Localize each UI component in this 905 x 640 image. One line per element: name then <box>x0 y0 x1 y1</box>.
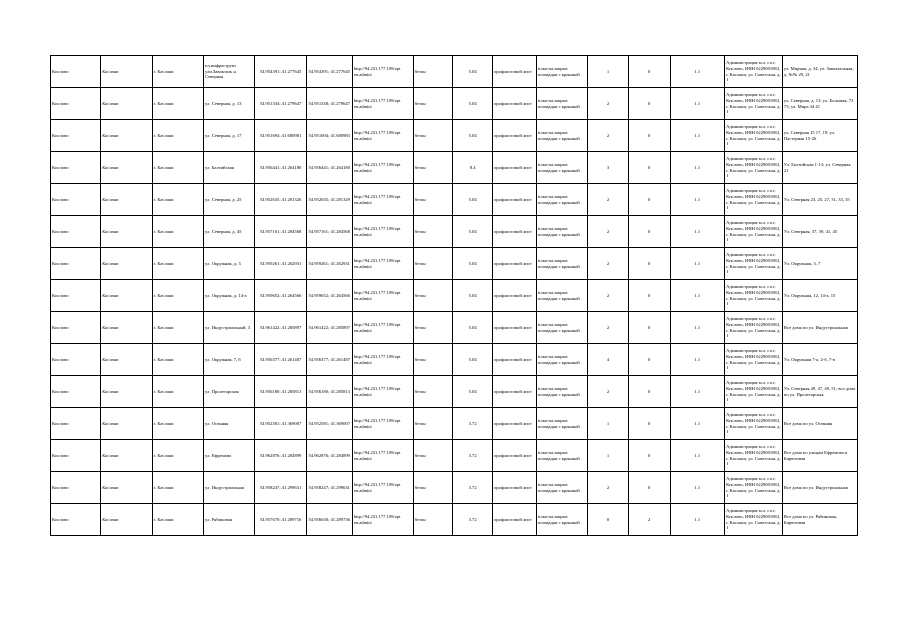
city-cell: г. Каслаки <box>152 120 203 152</box>
bunker-count-cell: 0 <box>628 280 670 312</box>
container-count-cell: 0 <box>588 504 629 536</box>
served-addresses-cell: Все дома по ул. Осенняя <box>782 408 857 440</box>
district-cell: Каслаки <box>101 88 152 120</box>
city-cell: г. Каслаки <box>152 152 203 184</box>
surface-cell: бетон <box>413 88 453 120</box>
address-cell: ул. Окружная, 7, 6 <box>204 344 255 376</box>
container-count-cell: 3 <box>588 152 629 184</box>
address-cell: ул. Ефремова <box>204 440 255 472</box>
area-cell: 3.72 <box>453 440 493 472</box>
link-cell: http://94.231.177.109/opt en.admin/ <box>352 152 413 184</box>
longitude-cell: 54.954391; 41.277645 <box>306 56 352 88</box>
bunker-count-cell: 0 <box>628 88 670 120</box>
longitude-cell: 54.959652; 41.264566 <box>306 280 352 312</box>
container-count-cell: 1 <box>588 56 629 88</box>
site-type-cell: в.мастм.закрыт. площадки с крышкой <box>536 504 587 536</box>
area-cell: 5.04 <box>453 376 493 408</box>
city-cell: г. Каслаки <box>152 280 203 312</box>
owner-cell: Администрация м.о. г.о.г. Кислово, ИНН 0229001863, г. Каслаки, ул. Советская, д. 1 <box>725 88 783 120</box>
site-type-cell: в.мастм.закрыт. площадки с крышкой <box>536 248 587 280</box>
latitude-cell: 54.957670; 41.289716 <box>255 504 306 536</box>
owner-cell: Администрация м.о. г.о.г. Кислово, ИНН 0229001863, г. Каслаки, ул. Советская, д. 1 <box>725 408 783 440</box>
longitude-cell: 54.956377; 41.261487 <box>306 344 352 376</box>
served-addresses-cell: Ул. Окружная, 12, 14-а, 15 <box>782 280 857 312</box>
bunker-count-cell: 0 <box>628 248 670 280</box>
fence-cell: профлистовой лист <box>492 312 536 344</box>
city-cell: г. Каслаки <box>152 376 203 408</box>
table-row <box>51 152 858 184</box>
longitude-cell: 54.956441; 41.264180 <box>306 152 352 184</box>
link-cell: http://94.231.177.109/opt en.admin/ <box>352 472 413 504</box>
district-cell: Каслаки <box>101 152 152 184</box>
link-cell: http://94.231.177.109/opt en.admin/ <box>352 216 413 248</box>
bunker-count-cell: 0 <box>628 312 670 344</box>
container-count-cell: 2 <box>588 248 629 280</box>
district-cell: Каслаки <box>101 216 152 248</box>
owner-cell: Администрация м.о. г.о.г. Кислово, ИНН 0229001863, г. Каслаки, ул. Советская, д. 1 <box>725 248 783 280</box>
volume-cell: 1.1 <box>670 216 725 248</box>
settlement-cell: Кислово <box>51 504 101 536</box>
site-type-cell: в.мастм.закрыт. площадки с крышкой <box>536 56 587 88</box>
area-cell: 5.04 <box>453 280 493 312</box>
fence-cell: профлистовой лист <box>492 280 536 312</box>
district-cell: Каслаки <box>101 472 152 504</box>
link-cell: http://94.231.177.109/opt en.admin/ <box>352 376 413 408</box>
address-cell: ул. Окружная, д. 14-а <box>204 280 255 312</box>
area-cell: 3.72 <box>453 504 493 536</box>
served-addresses-cell: Все дома по ул. Индустриальная <box>782 472 857 504</box>
served-addresses-cell: Ул. Балтийская 1-13; ул. Северная 21 <box>782 152 857 184</box>
site-type-cell: в.мастм.закрыт. площадки с крышкой <box>536 152 587 184</box>
fence-cell: профлистовой лист <box>492 216 536 248</box>
city-cell: г. Каслаки <box>152 88 203 120</box>
city-cell: г. Каслаки <box>152 56 203 88</box>
bunker-count-cell: 2 <box>628 504 670 536</box>
served-addresses-cell: Все дома по ул. Индустриальная <box>782 312 857 344</box>
surface-cell: бетон <box>413 312 453 344</box>
served-addresses-cell: Все дома по улицам Ефремова и Бирюзовая <box>782 440 857 472</box>
bunker-count-cell: 0 <box>628 184 670 216</box>
settlement-cell: Кислово <box>51 56 101 88</box>
latitude-cell: 54.956180; 41.285813 <box>255 376 306 408</box>
longitude-cell: 54.956180; 41.285813 <box>306 376 352 408</box>
bunker-count-cell: 0 <box>628 376 670 408</box>
fence-cell: профлистовой лист <box>492 56 536 88</box>
settlement-cell: Кислово <box>51 408 101 440</box>
table-row <box>51 504 858 536</box>
area-cell: 5.04 <box>453 184 493 216</box>
table-row <box>51 120 858 152</box>
volume-cell: 1.1 <box>670 440 725 472</box>
served-addresses-cell: Ул. Северная 49, 47, 49, 51; все дома по ул. Пролетарская <box>782 376 857 408</box>
owner-cell: Администрация м.о. г.о.г. Кислово, ИНН 0229001863, г. Каслаки, ул. Советская, д. 1 <box>725 312 783 344</box>
longitude-cell: 54.959261; 41.262931 <box>306 248 352 280</box>
site-type-cell: в.мастм.закрыт. площадки с крышкой <box>536 344 587 376</box>
fence-cell: профлистовой лист <box>492 248 536 280</box>
longitude-cell: 54.951694; 41.680983 <box>306 120 352 152</box>
area-cell: 5.04 <box>453 344 493 376</box>
city-cell: г. Каслаки <box>152 440 203 472</box>
bunker-count-cell: 0 <box>628 216 670 248</box>
bunker-count-cell: 0 <box>628 472 670 504</box>
site-type-cell: в.мастм.закрыт. площадки с крышкой <box>536 88 587 120</box>
served-addresses-cell: Ул. Окружная, 3, 7 <box>782 248 857 280</box>
volume-cell: 1.1 <box>670 504 725 536</box>
bunker-count-cell: 0 <box>628 152 670 184</box>
surface-cell: бетон <box>413 472 453 504</box>
served-addresses-cell: Ул. Окружная 7-а, 2-б, 7-в <box>782 344 857 376</box>
link-cell: http://94.231.177.109/opt en.admin/ <box>352 504 413 536</box>
district-cell: Каслаки <box>101 376 152 408</box>
settlement-cell: Кислово <box>51 472 101 504</box>
volume-cell: 1.1 <box>670 88 725 120</box>
owner-cell: Администрация м.о. г.о.г. Кислово, ИНН 0229001863, г. Каслаки, ул. Советская, д. 1 <box>725 472 783 504</box>
link-cell: http://94.231.177.109/opt en.admin/ <box>352 88 413 120</box>
surface-cell: бетон <box>413 248 453 280</box>
longitude-cell: 54.958247; 41.299631 <box>306 472 352 504</box>
fence-cell: профлистовой лист <box>492 472 536 504</box>
owner-cell: Администрация м.о. г.о.г. Кислово, ИНН 0229001863, г. Каслаки, ул. Советская, д. 1 <box>725 376 783 408</box>
container-count-cell: 2 <box>588 120 629 152</box>
area-cell: 5.04 <box>453 216 493 248</box>
area-cell: 5.04 <box>453 56 493 88</box>
volume-cell: 1.1 <box>670 280 725 312</box>
bunker-count-cell: 0 <box>628 120 670 152</box>
volume-cell: 1.1 <box>670 472 725 504</box>
surface-cell: бетон <box>413 280 453 312</box>
city-cell: г. Каслаки <box>152 248 203 280</box>
address-cell: ул. Индустриальный, 3 <box>204 312 255 344</box>
volume-cell: 1.1 <box>670 408 725 440</box>
address-cell: пл.инфраструкт ули.Завокзаль н Северная <box>204 56 255 88</box>
container-count-cell: 2 <box>588 88 629 120</box>
fence-cell: профлистовой лист <box>492 152 536 184</box>
volume-cell: 1.1 <box>670 184 725 216</box>
container-count-cell: 2 <box>588 216 629 248</box>
owner-cell: Администрация м.о. г.о.г. Кислово, ИНН 0229001863, г. Каслаки, ул. Советская, д. 1 <box>725 344 783 376</box>
area-cell: 3.72 <box>453 408 493 440</box>
latitude-cell: 54.951694; 41.680981 <box>255 120 306 152</box>
link-cell: http://94.231.177.109/opt en.admin/ <box>352 184 413 216</box>
district-cell: Каслаки <box>101 120 152 152</box>
container-count-cell: 2 <box>588 376 629 408</box>
city-cell: г. Каслаки <box>152 472 203 504</box>
owner-cell: Администрация м.о. г.о.г. Кислово, ИНН 0229001863, г. Каслаки, ул. Советская, д. 1 <box>725 440 783 472</box>
volume-cell: 1.1 <box>670 152 725 184</box>
served-addresses-cell: Все дома по ул. Рябиновая, Бирюзовая <box>782 504 857 536</box>
bunker-count-cell: 0 <box>628 344 670 376</box>
link-cell: http://94.231.177.109/opt en.admin/ <box>352 344 413 376</box>
address-cell: ул. Балтийская <box>204 152 255 184</box>
site-type-cell: в.мастм.закрыт. площадки с крышкой <box>536 184 587 216</box>
district-cell: Каслаки <box>101 248 152 280</box>
latitude-cell: 54.954391; 41.277645 <box>255 56 306 88</box>
fence-cell: профлистовой лист <box>492 184 536 216</box>
surface-cell: бетон <box>413 440 453 472</box>
link-cell: http://94.231.177.109/opt en.admin/ <box>352 408 413 440</box>
link-cell: http://94.231.177.109/opt en.admin/ <box>352 120 413 152</box>
settlement-cell: Кислово <box>51 152 101 184</box>
owner-cell: Администрация м.о. г.о.г. Кислово, ИНН 0229001863, г. Каслаки, ул. Советская, д. 1 <box>725 280 783 312</box>
settlement-cell: Кислово <box>51 184 101 216</box>
container-count-cell: 2 <box>588 312 629 344</box>
owner-cell: Администрация м.о. г.о.г. Кислово, ИНН 0229001863, г. Каслаки, ул. Советская, д. 1 <box>725 152 783 184</box>
volume-cell: 1.1 <box>670 376 725 408</box>
latitude-cell: 54.959652; 41.264566 <box>255 280 306 312</box>
container-count-cell: 2 <box>588 472 629 504</box>
fence-cell: профлистовой лист <box>492 504 536 536</box>
fence-cell: профлистовой лист <box>492 440 536 472</box>
surface-cell: бетон <box>413 120 453 152</box>
volume-cell: 1.1 <box>670 248 725 280</box>
link-cell: http://94.231.177.109/opt en.admin/ <box>352 56 413 88</box>
table-row <box>51 280 858 312</box>
address-cell: ул. Осенняя <box>204 408 255 440</box>
site-type-cell: в.мастм.закрыт. площадки с крышкой <box>536 312 587 344</box>
table-row <box>51 312 858 344</box>
site-type-cell: в.мастм.закрыт. площадки с крышкой <box>536 440 587 472</box>
address-cell: ул. Северная, д. 45 <box>204 216 255 248</box>
latitude-cell: 54.957161; 41.284568 <box>255 216 306 248</box>
bunker-count-cell: 0 <box>628 408 670 440</box>
bunker-count-cell: 0 <box>628 440 670 472</box>
volume-cell: 1.1 <box>670 344 725 376</box>
site-type-cell: в.мастм.закрыт. площадки с крышкой <box>536 280 587 312</box>
site-type-cell: в.мастм.закрыт. площадки с крышкой <box>536 408 587 440</box>
latitude-cell: 54.956377; 41.261487 <box>255 344 306 376</box>
longitude-cell: 54.956630; 41.289736 <box>306 504 352 536</box>
table-row <box>51 88 858 120</box>
fence-cell: профлистовой лист <box>492 344 536 376</box>
longitude-cell: 54.961422; 41.285897 <box>306 312 352 344</box>
owner-cell: Администрация м.о. г.о.г. Кислово, ИНН 0229001863, г. Каслаки, ул. Советская, д. 1 <box>725 120 783 152</box>
district-cell: Каслаки <box>101 312 152 344</box>
surface-cell: бетон <box>413 376 453 408</box>
latitude-cell: 54.956441; 41.264180 <box>255 152 306 184</box>
fence-cell: профлистовой лист <box>492 120 536 152</box>
table-row <box>51 376 858 408</box>
district-cell: Каслаки <box>101 440 152 472</box>
longitude-cell: 54.952635; 41.281329 <box>306 184 352 216</box>
table-row <box>51 248 858 280</box>
surface-cell: бетон <box>413 504 453 536</box>
address-cell: ул. Северная, д. 25 <box>204 184 255 216</box>
link-cell: http://94.231.177.109/opt en.admin/ <box>352 440 413 472</box>
address-cell: ул. Рябиновая <box>204 504 255 536</box>
latitude-cell: 54.961422; 41.285897 <box>255 312 306 344</box>
table-row <box>51 56 858 88</box>
owner-cell: Администрация м.о. г.о.г. Кислово, ИНН 0229001863, г. Каслаки, ул. Советская, д. 1 <box>725 216 783 248</box>
served-addresses-cell: Ул. Северная 23, 25, 27, 31, 33, 35 <box>782 184 857 216</box>
table-row <box>51 344 858 376</box>
registry-table-body <box>51 56 858 536</box>
area-cell: 3.72 <box>453 472 493 504</box>
address-cell: ул. Северная, д. 17 <box>204 120 255 152</box>
settlement-cell: Кислово <box>51 216 101 248</box>
owner-cell: Администрация м.о. г.о.г. Кислово, ИНН 0229001863, г. Каслаки, ул. Советская, д. 1 <box>725 184 783 216</box>
surface-cell: бетон <box>413 408 453 440</box>
settlement-cell: Кислово <box>51 312 101 344</box>
volume-cell: 1.1 <box>670 312 725 344</box>
settlement-cell: Кислово <box>51 88 101 120</box>
district-cell: Каслаки <box>101 184 152 216</box>
district-cell: Каслаки <box>101 56 152 88</box>
served-addresses-cell: ул. Северная, д. 13; ул. Большая, 73 75; ул. Мира 34 41 <box>782 88 857 120</box>
container-count-cell: 4 <box>588 344 629 376</box>
fence-cell: профлистовой лист <box>492 88 536 120</box>
link-cell: http://94.231.177.109/opt en.admin/ <box>352 312 413 344</box>
table-row <box>51 440 858 472</box>
owner-cell: Администрация м.о. г.о.г. Кислово, ИНН 0229001863, г. Каслаки, ул. Советская, д. 1 <box>725 56 783 88</box>
latitude-cell: 54.951334; 41.279647 <box>255 88 306 120</box>
volume-cell: 1.1 <box>670 56 725 88</box>
surface-cell: бетон <box>413 344 453 376</box>
container-count-cell: 1 <box>588 440 629 472</box>
settlement-cell: Кислово <box>51 376 101 408</box>
district-cell: Каслаки <box>101 408 152 440</box>
fence-cell: профлистовой лист <box>492 376 536 408</box>
address-cell: ул. Северная, д. 13 <box>204 88 255 120</box>
city-cell: г. Каслаки <box>152 408 203 440</box>
surface-cell: бетон <box>413 216 453 248</box>
bunker-count-cell: 0 <box>628 56 670 88</box>
area-cell: 5.04 <box>453 88 493 120</box>
area-cell: 5.04 <box>453 248 493 280</box>
settlement-cell: Кислово <box>51 344 101 376</box>
address-cell: ул. Индустриальная <box>204 472 255 504</box>
owner-cell: Администрация м.о. г.о.г. Кислово, ИНН 0229001863, г. Каслаки, ул. Советская, д. 1 <box>725 504 783 536</box>
city-cell: г. Каслаки <box>152 344 203 376</box>
table-row <box>51 408 858 440</box>
container-count-cell: 2 <box>588 280 629 312</box>
city-cell: г. Каслаки <box>152 184 203 216</box>
site-type-cell: в.мастм.закрыт. площадки с крышкой <box>536 120 587 152</box>
served-addresses-cell: ул. Северная 15 17, 19; ул. Пастернак 15-26 <box>782 120 857 152</box>
area-cell: 8.4 <box>453 152 493 184</box>
surface-cell: бетон <box>413 184 453 216</box>
registry-table <box>50 55 858 536</box>
latitude-cell: 54.952581; 41.369007 <box>255 408 306 440</box>
latitude-cell: 54.959261; 41.262931 <box>255 248 306 280</box>
site-type-cell: в.мастм.закрыт. площадки с крышкой <box>536 472 587 504</box>
city-cell: г. Каслаки <box>152 312 203 344</box>
surface-cell: бетон <box>413 56 453 88</box>
link-cell: http://94.231.177.109/opt en.admin/ <box>352 280 413 312</box>
fence-cell: профлистовой лист <box>492 408 536 440</box>
settlement-cell: Кислово <box>51 248 101 280</box>
longitude-cell: 54.962876; 41.284899 <box>306 440 352 472</box>
address-cell: ул. Окружная, д. 3 <box>204 248 255 280</box>
served-addresses-cell: Ул. Северная, 37, 39, 41, 45 <box>782 216 857 248</box>
district-cell: Каслаки <box>101 280 152 312</box>
city-cell: г. Каслаки <box>152 216 203 248</box>
served-addresses-cell: ул. Мирная, д. 34, ул. Завокзальная, д. №№ 29, 21 <box>782 56 857 88</box>
container-count-cell: 2 <box>588 184 629 216</box>
table-row <box>51 472 858 504</box>
settlement-cell: Кислово <box>51 280 101 312</box>
latitude-cell: 54.952635; 41.281326 <box>255 184 306 216</box>
address-cell: ул. Пролетарская <box>204 376 255 408</box>
longitude-cell: 54.957161; 41.284568 <box>306 216 352 248</box>
district-cell: Каслаки <box>101 504 152 536</box>
link-cell: http://94.231.177.109/opt en.admin/ <box>352 248 413 280</box>
container-count-cell: 1 <box>588 408 629 440</box>
city-cell: г. Каслаки <box>152 504 203 536</box>
district-cell: Каслаки <box>101 344 152 376</box>
table-row <box>51 216 858 248</box>
longitude-cell: 54.951338; 41.279647 <box>306 88 352 120</box>
latitude-cell: 54.962876; 41.284899 <box>255 440 306 472</box>
area-cell: 5.04 <box>453 120 493 152</box>
site-type-cell: в.мастм.закрыт. площадки с крышкой <box>536 376 587 408</box>
settlement-cell: Кислово <box>51 440 101 472</box>
longitude-cell: 54.952581; 41.369007 <box>306 408 352 440</box>
table-row <box>51 184 858 216</box>
site-type-cell: в.мастм.закрыт. площадки с крышкой <box>536 216 587 248</box>
area-cell: 5.04 <box>453 312 493 344</box>
latitude-cell: 54.958247; 41.299631 <box>255 472 306 504</box>
volume-cell: 1.1 <box>670 120 725 152</box>
surface-cell: бетон <box>413 152 453 184</box>
settlement-cell: Кислово <box>51 120 101 152</box>
